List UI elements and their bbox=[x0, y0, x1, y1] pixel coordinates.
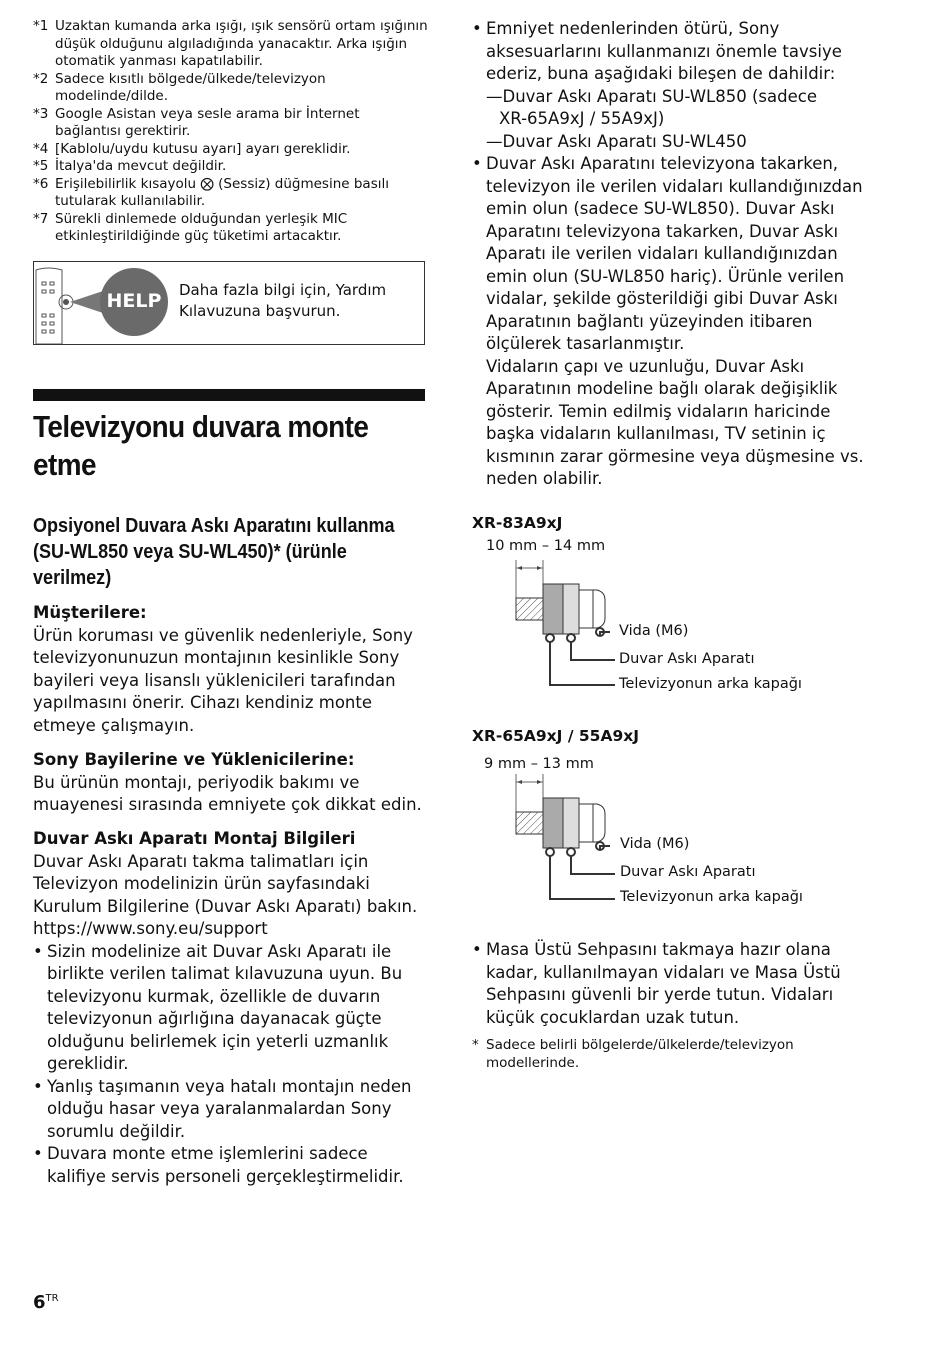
subsection-title: Opsiyonel Duvara Askı Aparatını kullanma (SU-WL850 veya SU-WL450)* (ürünle verilmez) bbox=[33, 514, 395, 589]
customers-heading: Müşterilere: bbox=[33, 603, 147, 622]
region-footnote: * Sadece belirli bölgelerde/ülkelerde/televizyon modellerinde. bbox=[472, 1037, 794, 1071]
footnote: *2 Sadece kısıtlı bölgede/ülkede/televizyon modelinde/dilde. bbox=[33, 70, 326, 104]
mount-info-text: Duvar Askı Aparatı takma talimatları için Televizyon modelinizin ürün sayfasındaki Kurulum Bilgilerine (Duvar Askı Aparatı) bakın. bbox=[33, 851, 418, 916]
accessory-item: —Duvar Askı Aparatı SU-WL450 bbox=[486, 131, 747, 151]
list-item: • Masa Üstü Sehpasını takmaya hazır olana kadar, kullanılmayan vidaları ve Masa Üstü Sehpasını güvenli bir yerde tutun. Vidaları küçük çocuklardan uzak tutun. bbox=[472, 940, 841, 1027]
rear-cover-label: Televizyonun arka kapağı bbox=[620, 889, 803, 905]
customers-text: Ürün koruması ve güvenlik nedenleriyle, Sony televizyonunuzun montajının kesinlikle Sony bayileri veya lisanslı yüklenicileri tarafından yapılmasını önerir. Cihazı kendiniz monte etmeye çalışmayın. bbox=[33, 625, 413, 735]
screw-diagram bbox=[505, 774, 625, 904]
list-item: • Yanlış taşımanın veya hatalı montajın neden olduğu hasar veya yaralanmalardan Sony sorumlu değildir. bbox=[33, 1076, 412, 1141]
dealers-heading: Sony Bayilerine ve Yüklenicilerine: bbox=[33, 750, 355, 769]
screw-diagram bbox=[505, 560, 625, 690]
list-item: • Duvara monte etme işlemlerini sadece kalifiye servis personeli gerçekleştirmelidir. bbox=[33, 1144, 404, 1186]
footnotes bbox=[33, 18, 428, 246]
customers-block bbox=[33, 602, 428, 737]
screw-label: Vida (M6) bbox=[619, 623, 689, 639]
list-item: • Duvar Askı Aparatını televizyona takarken, televizyon ile verilen vidaları kullandığınızdan emin olun (sadece SU-WL850). Duvar Askı Aparatını televizyona takarken, Duvar Askı Aparatı ile verilen vidaları kullandığınızdan emin olun (SU-WL850 hariç). Ürünle verilen vidalar, şekilde gösterildiği gibi Duvar Askı Aparatının bağlantı yüzeyinden itibaren ölçülerek tasarlanmıştır. bbox=[472, 154, 863, 353]
page-number: $6^{TR}$ bbox=[33, 1292, 59, 1313]
mount-info-heading: Duvar Askı Aparatı Montaj Bilgileri bbox=[33, 829, 356, 848]
footnote: *3 Google Asistan veya sesle arama bir İnternet bağlantısı gerektirir. bbox=[33, 105, 360, 139]
accessory-item-models: XR-65A9xJ / 55A9xJ) bbox=[499, 109, 665, 128]
help-text: Daha fazla bilgi için, Yardım Kılavuzuna başvurun. bbox=[179, 281, 387, 320]
support-link[interactable]: https://www.sony.eu/support bbox=[33, 919, 268, 938]
dimension-label: 10 mm – 14 mm bbox=[486, 538, 606, 554]
section-title: Televizyonu duvara monte etme bbox=[33, 409, 369, 482]
list-item: • Emniyet nedenlerinden ötürü, Sony aksesuarlarını kullanmanızı önemle tavsiye ederiz, buna aşağıdaki bileşen de dahildir: bbox=[472, 19, 842, 83]
diagram-model: XR-83A9xJ bbox=[472, 514, 563, 532]
bracket-label: Duvar Askı Aparatı bbox=[619, 651, 755, 667]
footnote: *1 Uzaktan kumanda arka ışığı, ışık sensörü ortam ışığının düşük olduğunu algıladığında yanacaktır. Arka ışığın otomatik yanması kapatılabilir. bbox=[33, 18, 428, 69]
bracket-label: Duvar Askı Aparatı bbox=[620, 864, 756, 880]
safety-block bbox=[472, 18, 872, 491]
dealers-text: Bu ürünün montajı, periyodik bakımı ve muayenesi sırasında emniyete çok dikkat edin. bbox=[33, 772, 422, 814]
screw-note: Vidaların çapı ve uzunluğu, Duvar Askı Aparatının modeline bağlı olarak değişiklik gösterir. Temin edilmiş vidaların haricinde başka vidaların kullanılması, TV setinin iç kısmının zarar görmesine veya düşmesine vs. neden olabilir. bbox=[486, 356, 864, 488]
help-box bbox=[33, 261, 425, 345]
help-badge: HELP bbox=[106, 290, 162, 312]
list-item: • Sizin modelinize ait Duvar Askı Aparatı ile birlikte verilen talimat kılavuzuna uyun. Bu televizyonu kurmak, özellikle de duvarın televizyonun ağırlığına dayanacak güçte olduğunu belirlemek için yeterli uzmanlık gereklidir. bbox=[33, 941, 403, 1073]
dimension-label: 9 mm – 13 mm bbox=[484, 756, 594, 772]
section-rule bbox=[33, 389, 425, 401]
rear-cover-label: Televizyonun arka kapağı bbox=[619, 676, 802, 692]
accessory-item: —Duvar Askı Aparatı SU-WL850 (sadece bbox=[486, 86, 817, 106]
footnote: *6 Erişilebilirlik kısayolu ⨂ (Sessiz) düğmesine basılı tutularak kullanılabilir. bbox=[33, 175, 389, 209]
diagram-model: XR-65A9xJ / 55A9xJ bbox=[472, 727, 640, 745]
footnote: *4 [Kablolu/uydu kutusu ayarı] ayarı gereklidir. bbox=[33, 140, 351, 157]
screw-label: Vida (M6) bbox=[620, 836, 690, 852]
footnote: *5 İtalya'da mevcut değildir. bbox=[33, 158, 227, 174]
footnote: *7 Sürekli dinlemede olduğundan yerleşik MIC etkinleştirildiğinde güç tüketimi artacaktır. bbox=[33, 210, 348, 244]
stand-note-block bbox=[472, 939, 872, 1029]
dealers-block bbox=[33, 749, 428, 817]
mount-info-block bbox=[33, 828, 428, 1188]
